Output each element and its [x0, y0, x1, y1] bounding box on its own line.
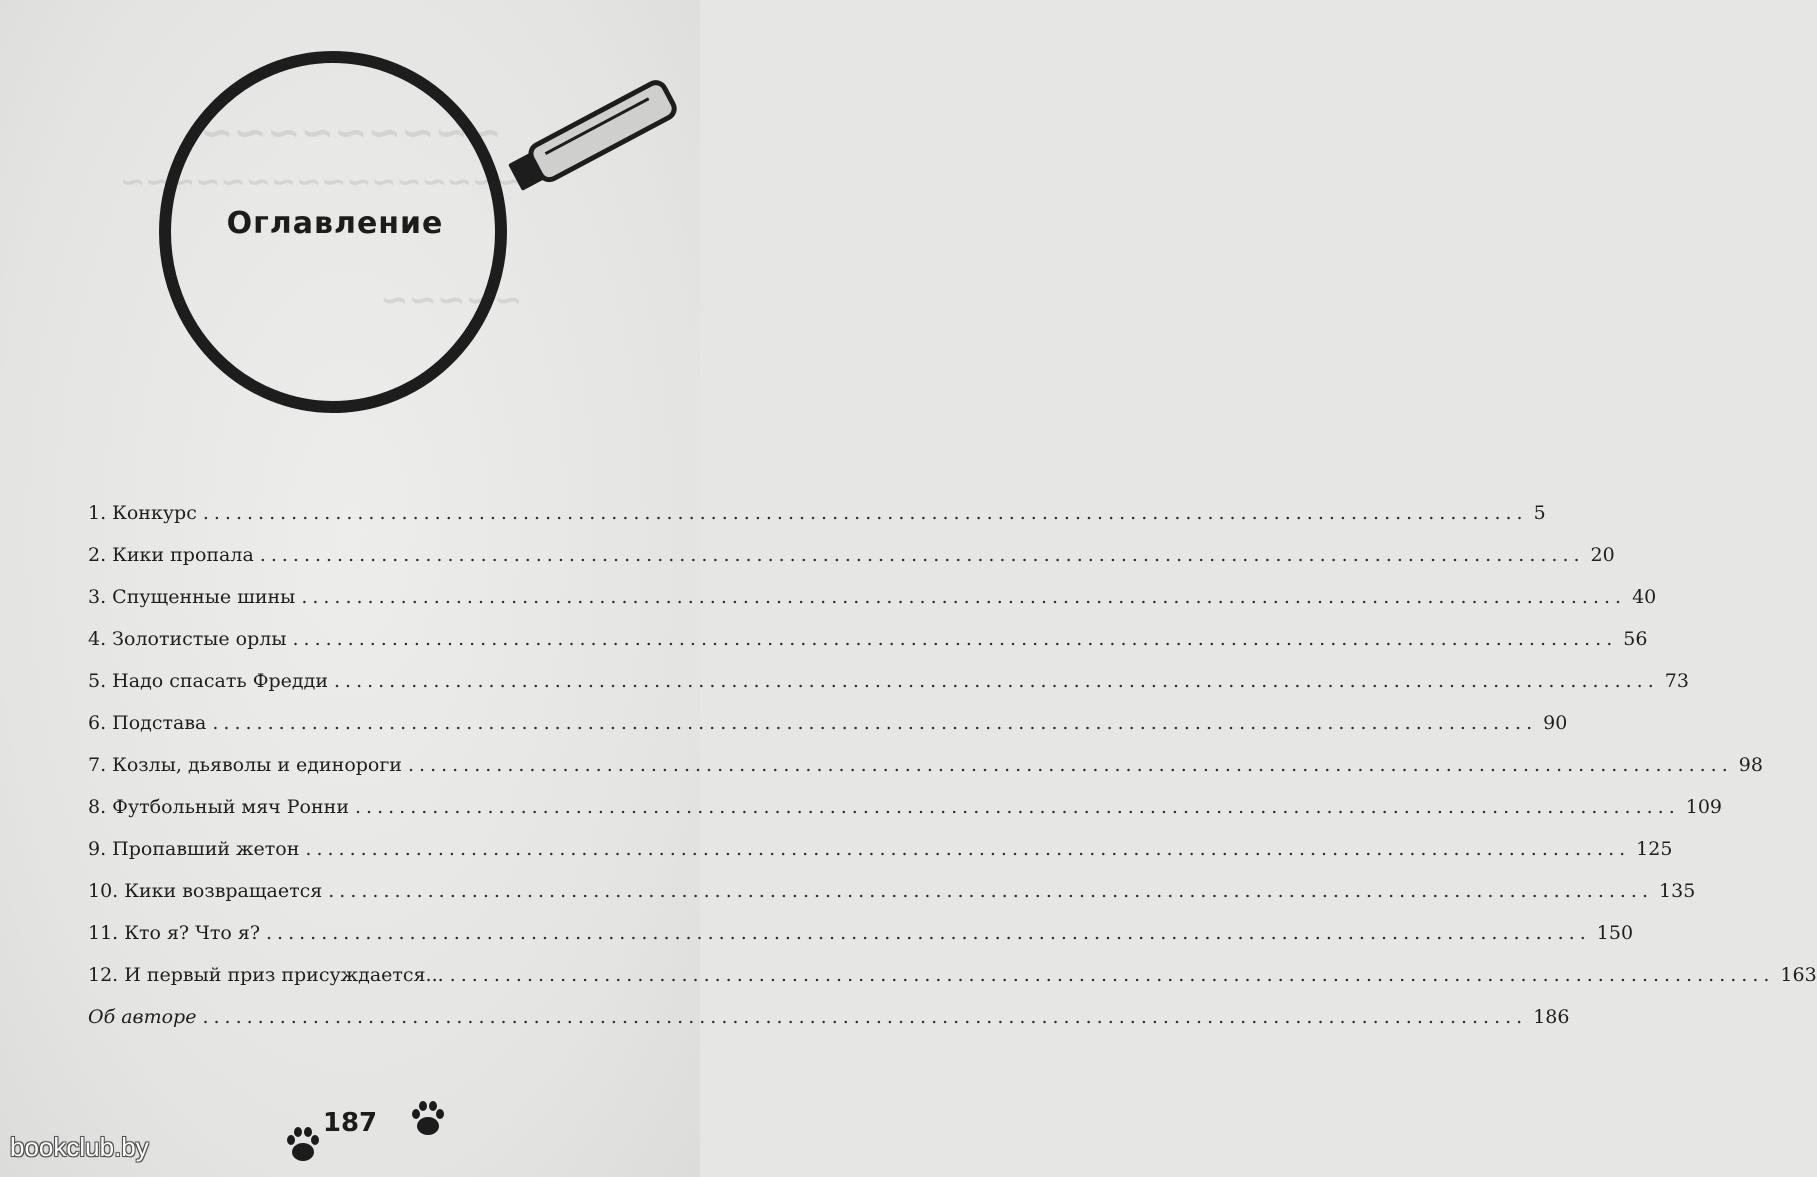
toc-entry-page: 40 — [1632, 586, 1657, 608]
page-title: Оглавление — [226, 206, 444, 241]
bleed-through-decoration: ~~~~~~~~~ — [200, 110, 502, 156]
toc-dot-leader: ........................................................................................................................ — [259, 544, 1585, 566]
toc-dot-leader: ........................................................................................................................ — [333, 670, 1659, 692]
watermark: bookclub.by — [10, 1132, 149, 1162]
toc-entry — [88, 912, 1634, 954]
toc-dot-leader: ........................................................................................................................ — [292, 628, 1618, 650]
toc-entry — [88, 576, 1657, 618]
toc-entry-page: 109 — [1685, 796, 1723, 818]
toc-dot-leader: ........................................................................................................................ — [449, 964, 1775, 986]
toc-entry-page: 125 — [1636, 838, 1673, 860]
toc-entry-title: 12. И первый приз присуждается... — [88, 964, 444, 986]
toc-entry-title: 6. Подстава — [88, 712, 207, 734]
toc-entry — [88, 954, 1817, 996]
toc-entry — [88, 660, 1689, 702]
toc-entry-title: 3. Спущенные шины — [88, 586, 296, 608]
page-number: 187 — [322, 1108, 378, 1138]
toc-dot-leader: ........................................................................................................................ — [266, 922, 1591, 944]
toc-entry — [88, 702, 1568, 744]
toc-entry-title: 10. Кики возвращается — [88, 880, 323, 902]
toc-entry-title: 1. Конкурс — [88, 502, 197, 524]
toc-entry-page: 73 — [1664, 670, 1689, 692]
toc-entry-page: 186 — [1533, 1006, 1570, 1028]
toc-entry-page: 90 — [1543, 712, 1568, 734]
paw-print-icon — [408, 1096, 448, 1140]
toc-entry — [88, 534, 1615, 576]
toc-entry — [88, 492, 1546, 534]
toc-entry — [88, 870, 1696, 912]
toc-dot-leader: ........................................................................................................................ — [328, 880, 1654, 902]
toc-entry-title: 5. Надо спасать Фредди — [88, 670, 328, 692]
toc-entry-page: 98 — [1738, 754, 1763, 776]
paw-print-icon — [283, 1122, 323, 1166]
toc-entry-title: 2. Кики пропала — [88, 544, 254, 566]
toc-entry — [88, 744, 1763, 786]
bleed-through-decoration: ~~~~~ — [380, 280, 523, 320]
toc-entry-page: 5 — [1533, 502, 1546, 524]
bleed-through-decoration: ~~~~~~~~~~~~~~~~ — [120, 165, 523, 200]
toc-entry — [88, 828, 1673, 870]
toc-dot-leader: ........................................................................................................................ — [305, 838, 1631, 860]
toc-entry-title: 7. Козлы, дьяволы и единороги — [88, 754, 402, 776]
toc-entry — [88, 786, 1723, 828]
toc-dot-leader: ........................................................................................................................ — [301, 586, 1627, 608]
toc-entry-page: 163 — [1780, 964, 1817, 986]
toc-list — [88, 492, 1817, 1038]
toc-entry-page: 56 — [1623, 628, 1648, 650]
toc-entry — [88, 618, 1648, 660]
toc-dot-leader: ........................................................................................................................ — [202, 1006, 1528, 1028]
toc-entry-page: 135 — [1659, 880, 1696, 902]
toc-entry-title: 8. Футбольный мяч Ронни — [88, 796, 349, 818]
toc-entry-title: 4. Золотистые орлы — [88, 628, 287, 650]
toc-entry-page: 150 — [1596, 922, 1634, 944]
toc-dot-leader: ........................................................................................................................ — [202, 502, 1528, 524]
toc-dot-leader: ........................................................................................................................ — [355, 796, 1680, 818]
toc-entry-page: 20 — [1590, 544, 1615, 566]
toc-entry-title: 11. Кто я? Что я? — [88, 922, 261, 944]
toc-entry — [88, 996, 1570, 1038]
toc-dot-leader: ........................................................................................................................ — [407, 754, 1733, 776]
toc-entry-title: Об авторе — [88, 1006, 197, 1028]
toc-dot-leader: ........................................................................................................................ — [212, 712, 1538, 734]
toc-entry-title: 9. Пропавший жетон — [88, 838, 300, 860]
